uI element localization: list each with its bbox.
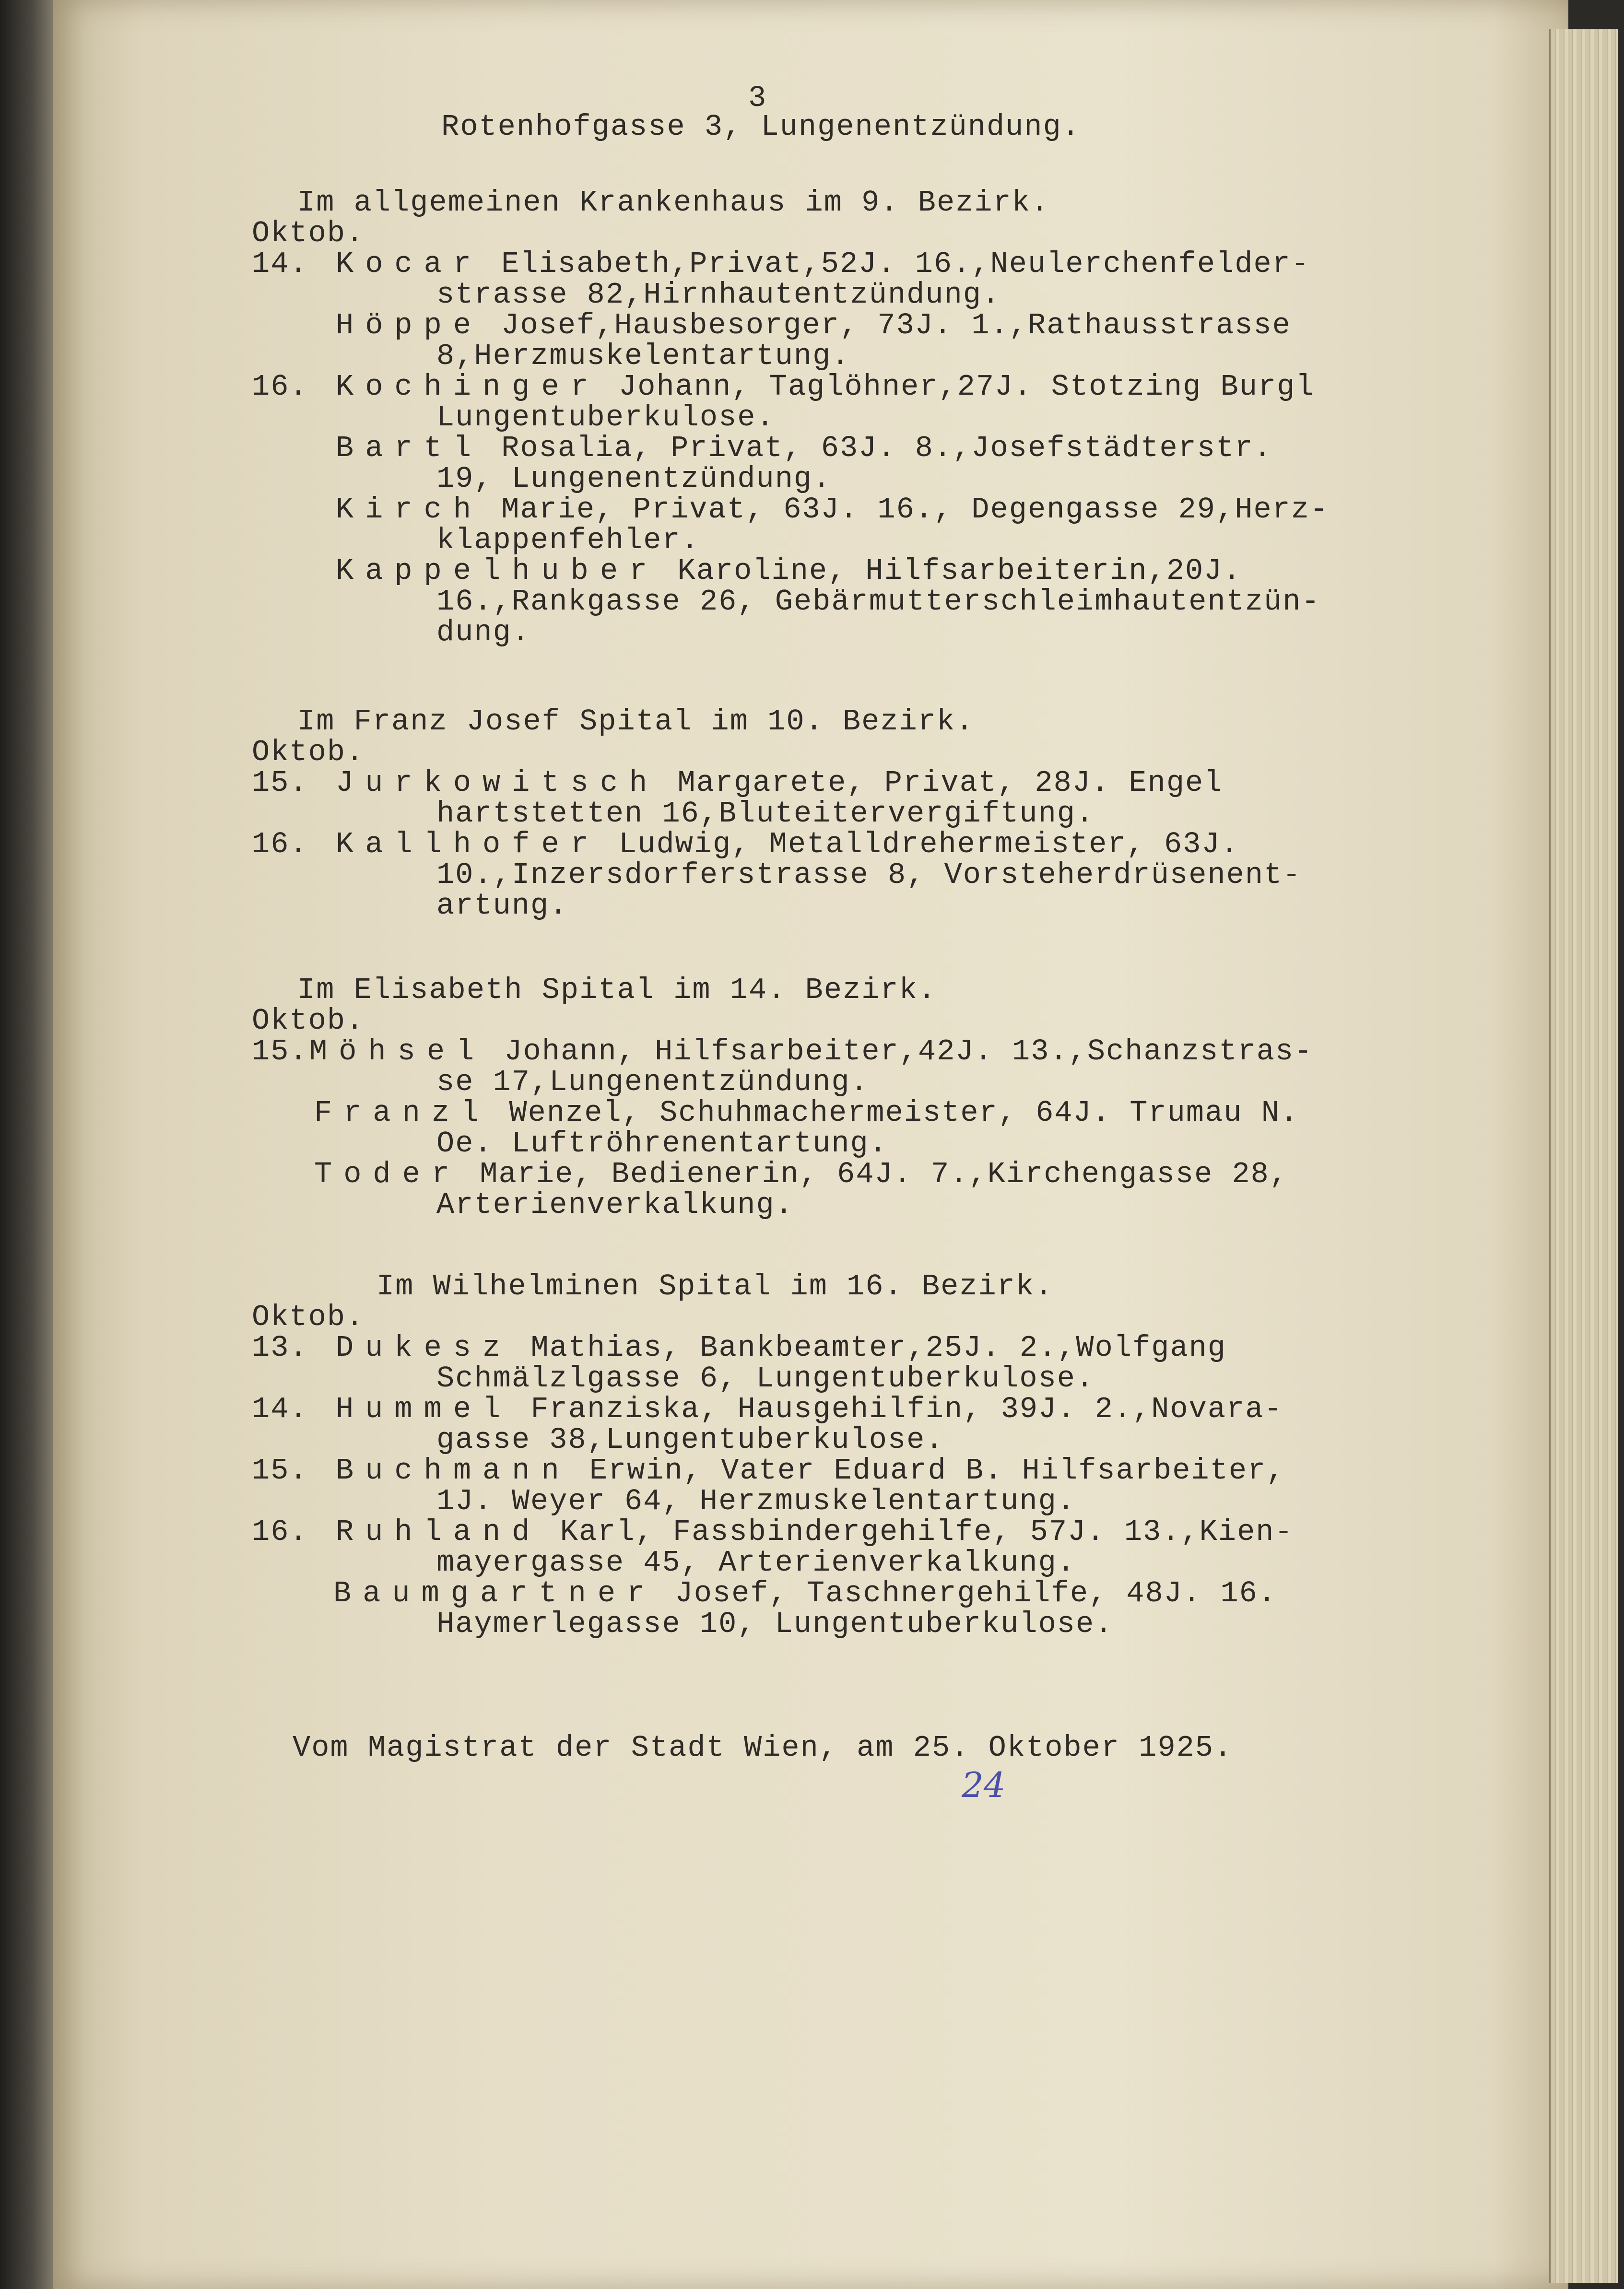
entry-first-line — [252, 1035, 1313, 1068]
entry-surname: Baumgartner — [333, 1576, 657, 1610]
entry-first-line — [336, 309, 1291, 342]
entry-day: 16. — [252, 1515, 308, 1549]
entry-day: 14. — [252, 1392, 308, 1426]
entry-surname: Kallhofer — [336, 827, 600, 861]
entry-surname: Franzl — [314, 1096, 491, 1130]
entry-first-line — [252, 247, 1310, 281]
entry-surname: Hummel — [336, 1392, 512, 1426]
entry-day: 13. — [252, 1331, 308, 1365]
page-stack-edge — [1549, 29, 1618, 2283]
entry-surname: Ruhland — [336, 1515, 541, 1549]
intro-line: Rotenhofgasse 3, Lungenentzündung. — [441, 110, 1081, 144]
entry-first-line — [252, 828, 1239, 861]
entry-continuation: gasse 38,Lungentuberkulose. — [436, 1423, 944, 1457]
section-heading: Im Franz Josef Spital im 10. Bezirk. — [297, 704, 975, 739]
entry-continuation: se 17,Lungenentzündung. — [436, 1065, 869, 1099]
entry-day: 14. — [252, 247, 308, 281]
entry-day: 15. — [252, 1454, 308, 1488]
entry-continuation: Oe. Luftröhrenentartung. — [436, 1127, 888, 1161]
entry-details: Marie, Bedienerin, 64J. 7.,Kirchengasse 28, — [461, 1157, 1289, 1191]
entry-first-line — [333, 1577, 1277, 1610]
entry-first-line — [314, 1096, 1299, 1130]
entry-surname: Möhsel — [309, 1034, 486, 1068]
entry-continuation: Schmälzlgasse 6, Lungentuberkulose. — [436, 1362, 1095, 1396]
section-heading: Im Elisabeth Spital im 14. Bezirk. — [297, 973, 937, 1007]
entry-first-line — [252, 1454, 1285, 1488]
page-number: 3 — [748, 81, 767, 115]
entry-day: 16. — [252, 827, 308, 861]
section-month: Oktob. — [252, 735, 365, 769]
entry-details: Wenzel, Schuhmachermeister, 64J. Trumau N. — [490, 1096, 1299, 1130]
section-heading: Im Wilhelminen Spital im 16. Bezirk. — [377, 1269, 1054, 1303]
entry-surname: Kappelhuber — [336, 554, 659, 588]
entry-day: 16. — [252, 370, 308, 404]
entry-first-line — [252, 1331, 1226, 1365]
section-heading: Im allgemeinen Krankenhaus im 9. Bezirk. — [297, 186, 1050, 220]
entry-continuation: strasse 82,Hirnhautentzündung. — [436, 278, 1001, 312]
entry-first-line — [252, 1515, 1294, 1549]
entry-details: Rosalia, Privat, 63J. 8.,Josefstädterstr. — [482, 431, 1272, 465]
entry-details: Erwin, Vater Eduard B. Hilfsarbeiter, — [570, 1454, 1285, 1488]
entry-details: Karl, Fassbindergehilfe, 57J. 13.,Kien- — [541, 1515, 1294, 1549]
entry-first-line — [336, 432, 1272, 465]
entry-details: Karoline, Hilfsarbeiterin,20J. — [659, 554, 1242, 588]
entry-continuation: mayergasse 45, Arterienverkalkung. — [436, 1546, 1076, 1580]
entry-continuation: 19, Lungenentzündung. — [436, 462, 832, 496]
entry-continuation: 8,Herzmuskelentartung. — [436, 339, 850, 373]
entry-day: 15. — [252, 766, 308, 800]
entry-continuation: dung. — [436, 615, 531, 649]
entry-first-line — [336, 493, 1329, 527]
entry-surname: Bartl — [336, 431, 483, 465]
entry-continuation: 10.,Inzersdorferstrasse 8, Vorsteherdrüsenent- — [436, 858, 1302, 892]
section-month: Oktob. — [252, 216, 365, 250]
entry-surname: Toder — [314, 1157, 461, 1191]
entry-first-line — [336, 554, 1242, 588]
entry-details: Elisabeth,Privat,52J. 16.,Neulerchenfelder- — [482, 247, 1310, 281]
entry-details: Ludwig, Metalldrehermeister, 63J. — [600, 827, 1239, 861]
scan-background-left — [0, 0, 58, 2289]
entry-details: Josef,Hausbesorger, 73J. 1.,Rathausstrasse — [482, 308, 1291, 342]
entry-first-line — [252, 370, 1315, 404]
entry-day: 15. — [252, 1034, 308, 1068]
entry-details: Margarete, Privat, 28J. Engel — [659, 766, 1223, 800]
section-month: Oktob. — [252, 1300, 365, 1334]
entry-continuation: hartstetten 16,Bluteitervergiftung. — [436, 797, 1095, 831]
entry-details: Marie, Privat, 63J. 16., Degengasse 29,Herz- — [482, 493, 1329, 527]
entry-surname: Kochinger — [336, 370, 600, 404]
entry-continuation: Arterienverkalkung. — [436, 1188, 794, 1222]
entry-details: Josef, Taschnergehilfe, 48J. 16. — [656, 1576, 1277, 1610]
entry-details: Johann, Taglöhner,27J. Stotzing Burgl — [600, 370, 1315, 404]
entry-surname: Buchmann — [336, 1454, 571, 1488]
entry-surname: Dukesz — [336, 1331, 512, 1365]
entry-first-line — [314, 1158, 1288, 1191]
entry-continuation: artung. — [436, 889, 568, 923]
entry-first-line — [252, 1393, 1283, 1426]
entry-details: Johann, Hilfsarbeiter,42J. 13.,Schanzstras- — [485, 1034, 1313, 1068]
entry-continuation: Lungentuberkulose. — [436, 400, 775, 434]
entry-details: Franziska, Hausgehilfin, 39J. 2.,Novara- — [512, 1392, 1283, 1426]
entry-surname: Höppe — [336, 308, 483, 342]
entry-continuation: 16.,Rankgasse 26, Gebärmutterschleimhautentzün- — [436, 585, 1320, 619]
handwritten-page-number: 24 — [962, 1765, 1006, 1805]
entry-continuation: Haymerlegasse 10, Lungentuberkulose. — [436, 1607, 1114, 1641]
entry-first-line — [252, 766, 1223, 800]
section-month: Oktob. — [252, 1004, 365, 1038]
entry-continuation: klappenfehler. — [436, 523, 700, 557]
closing-line: Vom Magistrat der Stadt Wien, am 25. Oktober 1925. — [293, 1731, 1233, 1765]
entry-surname: Kocar — [336, 247, 483, 281]
entry-surname: Jurkowitsch — [336, 766, 659, 800]
entry-continuation: 1J. Weyer 64, Herzmuskelentartung. — [436, 1484, 1076, 1518]
entry-surname: Kirch — [336, 493, 483, 527]
entry-details: Mathias, Bankbeamter,25J. 2.,Wolfgang — [512, 1331, 1227, 1365]
